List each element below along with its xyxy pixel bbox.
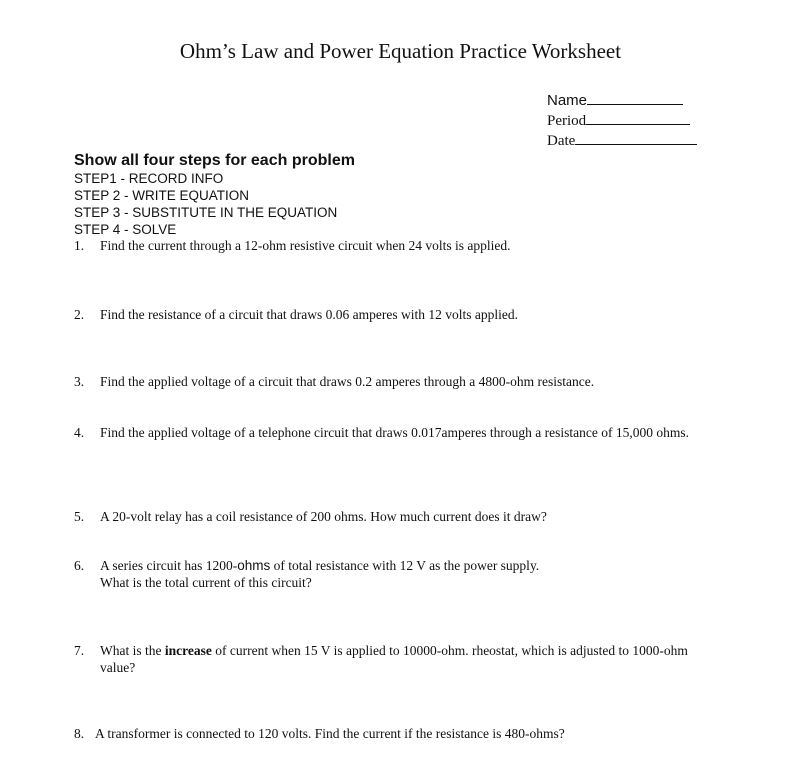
date-blank-line	[575, 143, 697, 145]
problem-text-ohms: ohms	[237, 558, 271, 573]
problem-text-part: What is the	[100, 643, 165, 658]
problem-text: Find the current through a 12-ohm resistive circuit when 24 volts is applied.	[100, 238, 511, 253]
problem-number: 1.	[74, 238, 85, 253]
problem-text	[100, 557, 740, 591]
date-field	[547, 132, 697, 150]
step-4: STEP 4 - SOLVE	[74, 222, 177, 237]
worksheet-title: Ohm’s Law and Power Equation Practice Worksheet	[179, 39, 622, 63]
step-1: STEP1 - RECORD INFO	[74, 171, 224, 186]
problem-number: 6.	[74, 558, 85, 573]
name-field	[547, 92, 683, 110]
problem-text: Find the resistance of a circuit that draws 0.06 amperes with 12 volts applied.	[100, 307, 519, 322]
problem-number: 4.	[74, 425, 85, 440]
problem-text	[100, 642, 690, 676]
problem-number: 7.	[74, 643, 85, 658]
period-blank-line	[586, 123, 690, 125]
name-blank-line	[587, 103, 683, 105]
problem-text-part: A series circuit has 1200-	[100, 558, 238, 573]
problem-text-part: of total resistance with 12 V as the power supply.	[270, 558, 540, 573]
period-field	[547, 112, 690, 130]
problem-text: Find the applied voltage of a circuit that draws 0.2 amperes through a 4800-ohm resistance.	[100, 374, 595, 389]
name-label: Name	[547, 92, 588, 109]
period-label: Period	[547, 113, 587, 129]
problem-number: 5.	[74, 509, 85, 524]
problem-number: 2.	[74, 307, 85, 322]
problem-number: 8.	[74, 726, 85, 741]
problem-text: A transformer is connected to 120 volts. Find the current if the resistance is 480-ohms?	[95, 726, 565, 741]
problem-text: Find the applied voltage of a telephone circuit that draws 0.017amperes through a resistance of 15,000 ohms.	[100, 425, 689, 440]
date-label: Date	[547, 133, 576, 149]
problem-text-bold: increase	[164, 643, 212, 658]
problem-text-line2: What is the total current of this circuit?	[100, 575, 312, 590]
problem-text: A 20-volt relay has a coil resistance of 200 ohms. How much current does it draw?	[100, 509, 547, 524]
problem-number: 3.	[74, 374, 85, 389]
step-2: STEP 2 - WRITE EQUATION	[74, 188, 250, 203]
instructions-heading: Show all four steps for each problem	[74, 152, 355, 169]
problem-text-part: of current when 15 V is applied to 10000-ohm. rheostat, which is adjusted to 1000-ohm value?	[100, 643, 688, 675]
step-3: STEP 3 - SUBSTITUTE IN THE EQUATION	[74, 205, 338, 220]
